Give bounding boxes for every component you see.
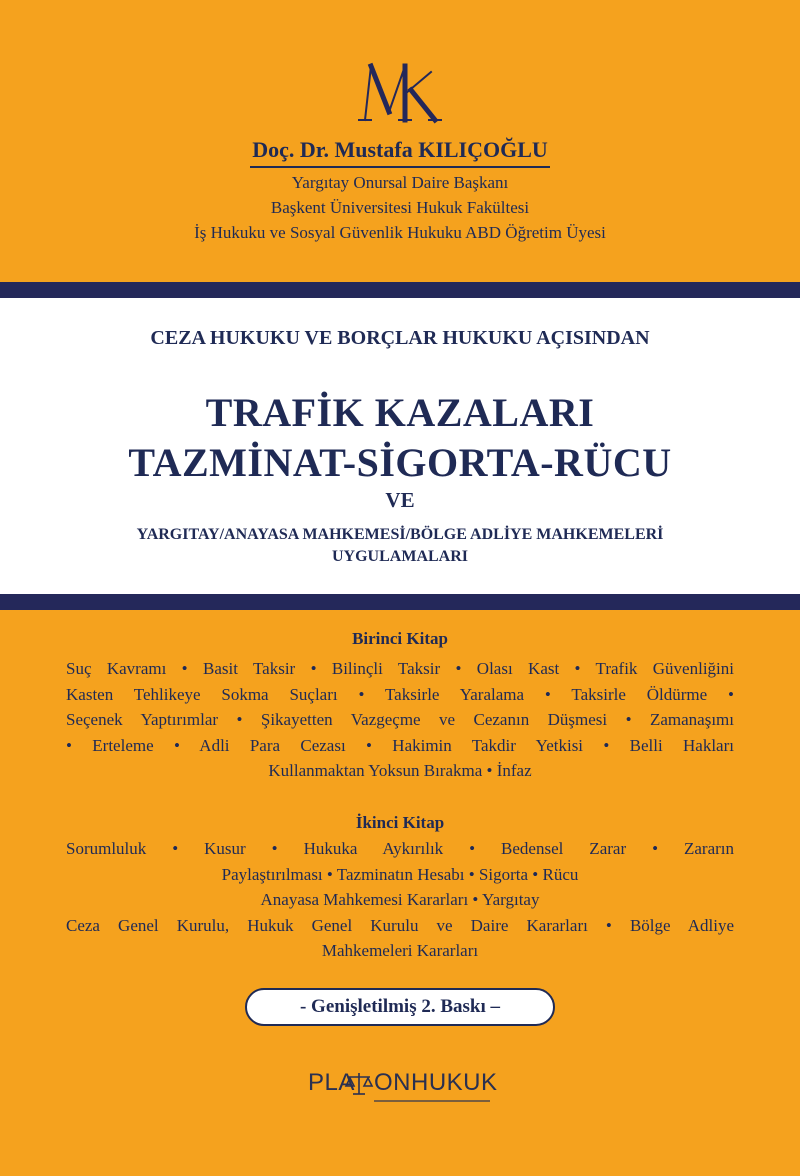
title-line: TAZMİNAT-SİGORTA-RÜCU [128, 440, 672, 485]
subtitle-top: CEZA HUKUKU VE BORÇLAR HUKUKU AÇISINDAN [150, 327, 650, 349]
topic-line: Paylaştırılması • Tazminatın Hesabı • Sigorta • Rücu [221, 864, 579, 884]
book-two-heading: İkinci Kitap [355, 813, 445, 832]
mk-logo-icon [355, 58, 445, 128]
publisher-name-left: PLA [308, 1069, 355, 1096]
topic-line: Mahkemeleri Kararları [321, 941, 479, 960]
monogram-logo [0, 58, 800, 128]
scales-of-justice-icon [344, 1070, 374, 1098]
topic-line: Kasten Tehlikeye Sokma Suçları • Taksirle Yaralama • Taksirle Öldürme • [66, 684, 734, 704]
edition-badge: - Genişletilmiş 2. Baskı – [245, 988, 555, 1026]
band-top-bar [0, 282, 800, 298]
author-titles [0, 170, 800, 245]
topic-line: • Erteleme • Adli Para Cezası • Hakimin Takdir Yetkisi • Belli Hakları [66, 735, 734, 755]
publisher-logo [300, 1070, 500, 1110]
subtitle-bottom-line: UYGULAMALARI [332, 548, 468, 565]
topic-line: Seçenek Yaptırımlar • Şikayetten Vazgeçme ve Cezanın Düşmesi • Zamanaşımı [66, 710, 734, 729]
topic-line: Anayasa Mahkemesi Kararları • Yargıtay [260, 890, 540, 909]
title-line: TRAFİK KAZALARI [205, 390, 595, 435]
book-one-topics [66, 656, 734, 784]
book-title [0, 388, 800, 488]
author-block [0, 136, 800, 164]
topic-line: Suç Kavramı • Basit Taksir • Bilinçli Taksir • Olası Kast • Trafik Güvenliğini [66, 659, 734, 678]
author-title-line: Yargıtay Onursal Daire Başkanı [291, 173, 509, 192]
book-one-heading: Birinci Kitap [352, 629, 448, 648]
author-underline [250, 166, 550, 168]
publisher-tagline-rule [374, 1100, 490, 1102]
band-bottom-bar [0, 594, 800, 610]
subtitle-bottom-line: YARGITAY/ANAYASA MAHKEMESİ/BÖLGE ADLİYE MAHKEMELERİ [136, 526, 664, 543]
book-two-topics [66, 836, 734, 964]
author-title-line: Başkent Üniversitesi Hukuk Fakültesi [270, 198, 530, 217]
title-conjunction: VE [385, 488, 415, 512]
author-name: Doç. Dr. Mustafa KILIÇOĞLU [252, 137, 548, 162]
topic-line: Sorumluluk • Kusur • Hukuka Aykırılık • Bedensel Zarar • Zararın [66, 839, 734, 858]
publisher-name-right: ONHUKUK [374, 1069, 498, 1096]
topic-line: Kullanmaktan Yoksun Bırakma • İnfaz [268, 761, 532, 780]
subtitle-bottom [0, 524, 800, 568]
author-title-line: İş Hukuku ve Sosyal Güvenlik Hukuku ABD Öğretim Üyesi [194, 223, 606, 242]
topic-line: Ceza Genel Kurulu, Hukuk Genel Kurulu ve Daire Kararları • Bölge Adliye [66, 915, 734, 935]
